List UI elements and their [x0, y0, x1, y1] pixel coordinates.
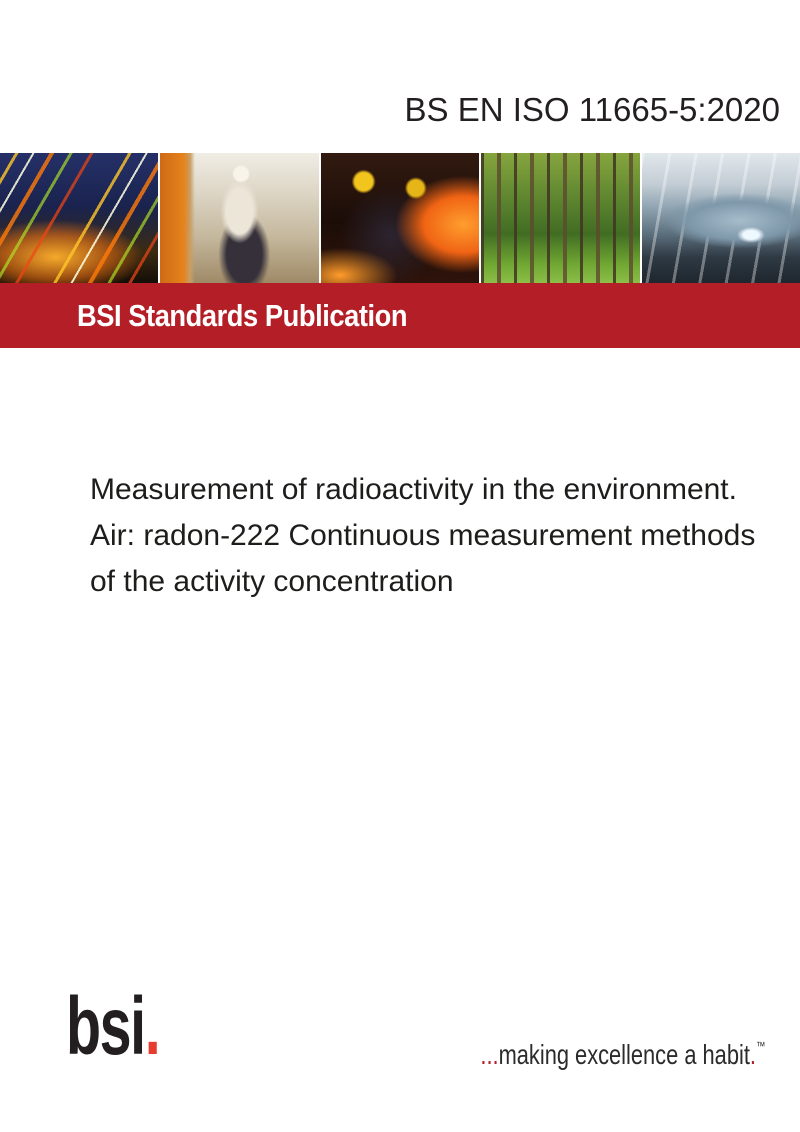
warehouse-worker-photo [160, 153, 318, 283]
photo-strip [0, 153, 800, 283]
bsi-logo-dot: . [144, 981, 161, 1072]
forest-photo [481, 153, 639, 283]
standard-number: BS EN ISO 11665-5:2020 [404, 91, 780, 128]
firefighters-photo [321, 153, 479, 283]
banner-title: BSI Standards Publication [77, 297, 408, 333]
tagline [480, 1039, 765, 1071]
night-traffic-photo [0, 153, 158, 283]
tagline-text: making excellence a habit [498, 1039, 750, 1070]
title-line-1: Measurement of radioactivity in the environment. [90, 473, 737, 506]
bsi-logo-text: bsi [66, 981, 145, 1072]
title-line-2: Air: radon-222 Continuous measurement methods [90, 519, 756, 552]
car-assembly-photo [642, 153, 800, 283]
bsi-logo [66, 981, 161, 1072]
tagline-period: . [749, 1039, 756, 1070]
title-line-3: of the activity concentration [90, 565, 454, 598]
document-title [90, 467, 755, 605]
trademark-symbol: ™ [755, 1039, 765, 1053]
tagline-ellipsis: ... [480, 1039, 499, 1070]
bsi-red-banner [0, 283, 800, 348]
